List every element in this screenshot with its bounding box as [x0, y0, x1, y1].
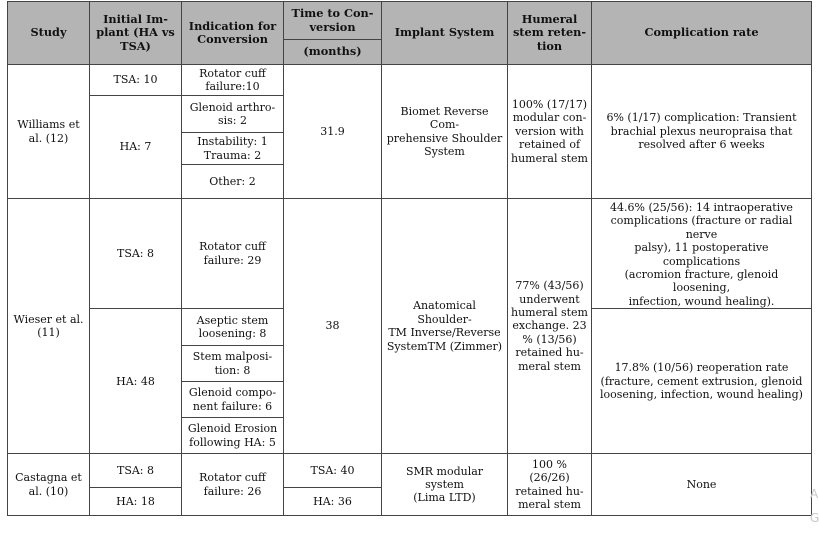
castagna-ha: HA: 18 [90, 488, 182, 516]
williams-ind-instability: Instability: 1 Trauma: 2 [182, 133, 284, 165]
williams-ind-glenoid: Glenoid arthro- sis: 2 [182, 96, 284, 133]
castagna-complication: None [592, 454, 812, 516]
header-row [8, 2, 812, 40]
williams-humeral: 100% (17/17) modular con- version with retained of humeral stem [508, 65, 592, 199]
wieser-time: 38 [284, 199, 382, 454]
williams-ha: HA: 7 [90, 96, 182, 199]
wieser-ind-aseptic: Aseptic stem loosening: 8 [182, 309, 284, 346]
watermark-letter-a: A [810, 487, 819, 501]
header-humeral-stem-retention: Humeral stem reten- tion [508, 2, 592, 65]
header-implant-system: Implant System [382, 2, 508, 65]
castagna-humeral: 100 % (26/26) retained hu- meral stem [508, 454, 592, 516]
wieser-ind-glenoid-component: Glenoid compo- nent failure: 6 [182, 382, 284, 418]
table-row [8, 454, 812, 488]
williams-time: 31.9 [284, 65, 382, 199]
wieser-ind-rotator: Rotator cuff failure: 29 [182, 199, 284, 309]
williams-complication: 6% (1/17) complication: Transient brachial plexus neuropraisa that resolved after 6 weeks [592, 65, 812, 199]
header-initial-implant: Initial Im- plant (HA vs TSA) [90, 2, 182, 65]
williams-study: Williams et al. (12) [8, 65, 90, 199]
castagna-system: SMR modular system (Lima LTD) [382, 454, 508, 516]
header-study: Study [8, 2, 90, 65]
wieser-ind-malposition: Stem malposi- tion: 8 [182, 346, 284, 382]
watermark-letter-g: G [810, 511, 819, 525]
header-complication-rate: Complication rate [592, 2, 812, 65]
williams-tsa: TSA: 10 [90, 65, 182, 96]
header-indication: Indication for Conversion [182, 2, 284, 65]
williams-ind-rotator: Rotator cuff failure:10 [182, 65, 284, 96]
wieser-system: Anatomical Shoulder- TM Inverse/Reverse SystemTM (Zimmer) [382, 199, 508, 454]
header-time-unit: (months) [284, 40, 382, 65]
castagna-time-tsa: TSA: 40 [284, 454, 382, 488]
wieser-ind-erosion: Glenoid Erosion following HA: 5 [182, 418, 284, 454]
wieser-ha: HA: 48 [90, 309, 182, 454]
table-row [8, 65, 812, 96]
header-time-to-conversion: Time to Con- version [284, 2, 382, 40]
table-row [8, 199, 812, 309]
castagna-ind-rotator: Rotator cuff failure: 26 [182, 454, 284, 516]
williams-ind-other: Other: 2 [182, 165, 284, 199]
studies-table [7, 1, 812, 516]
castagna-time-ha: HA: 36 [284, 488, 382, 516]
wieser-complication-ha: 17.8% (10/56) reoperation rate (fracture, cement extrusion, glenoid loosening, infection, wound healing) [592, 309, 812, 454]
castagna-tsa: TSA: 8 [90, 454, 182, 488]
williams-system: Biomet Reverse Com- prehensive Shoulder System [382, 65, 508, 199]
wieser-humeral: 77% (43/56) underwent humeral stem exchange. 23 % (13/56) retained hu- meral stem [508, 199, 592, 454]
wieser-tsa: TSA: 8 [90, 199, 182, 309]
wieser-study: Wieser et al. (11) [8, 199, 90, 454]
castagna-study: Castagna et al. (10) [8, 454, 90, 516]
wieser-complication-tsa: 44.6% (25/56): 14 intraoperative complications (fracture or radial nerve palsy), 11 postoperative complications (acromion fracture, glenoid loosening, infection, wound healing). [592, 199, 812, 309]
